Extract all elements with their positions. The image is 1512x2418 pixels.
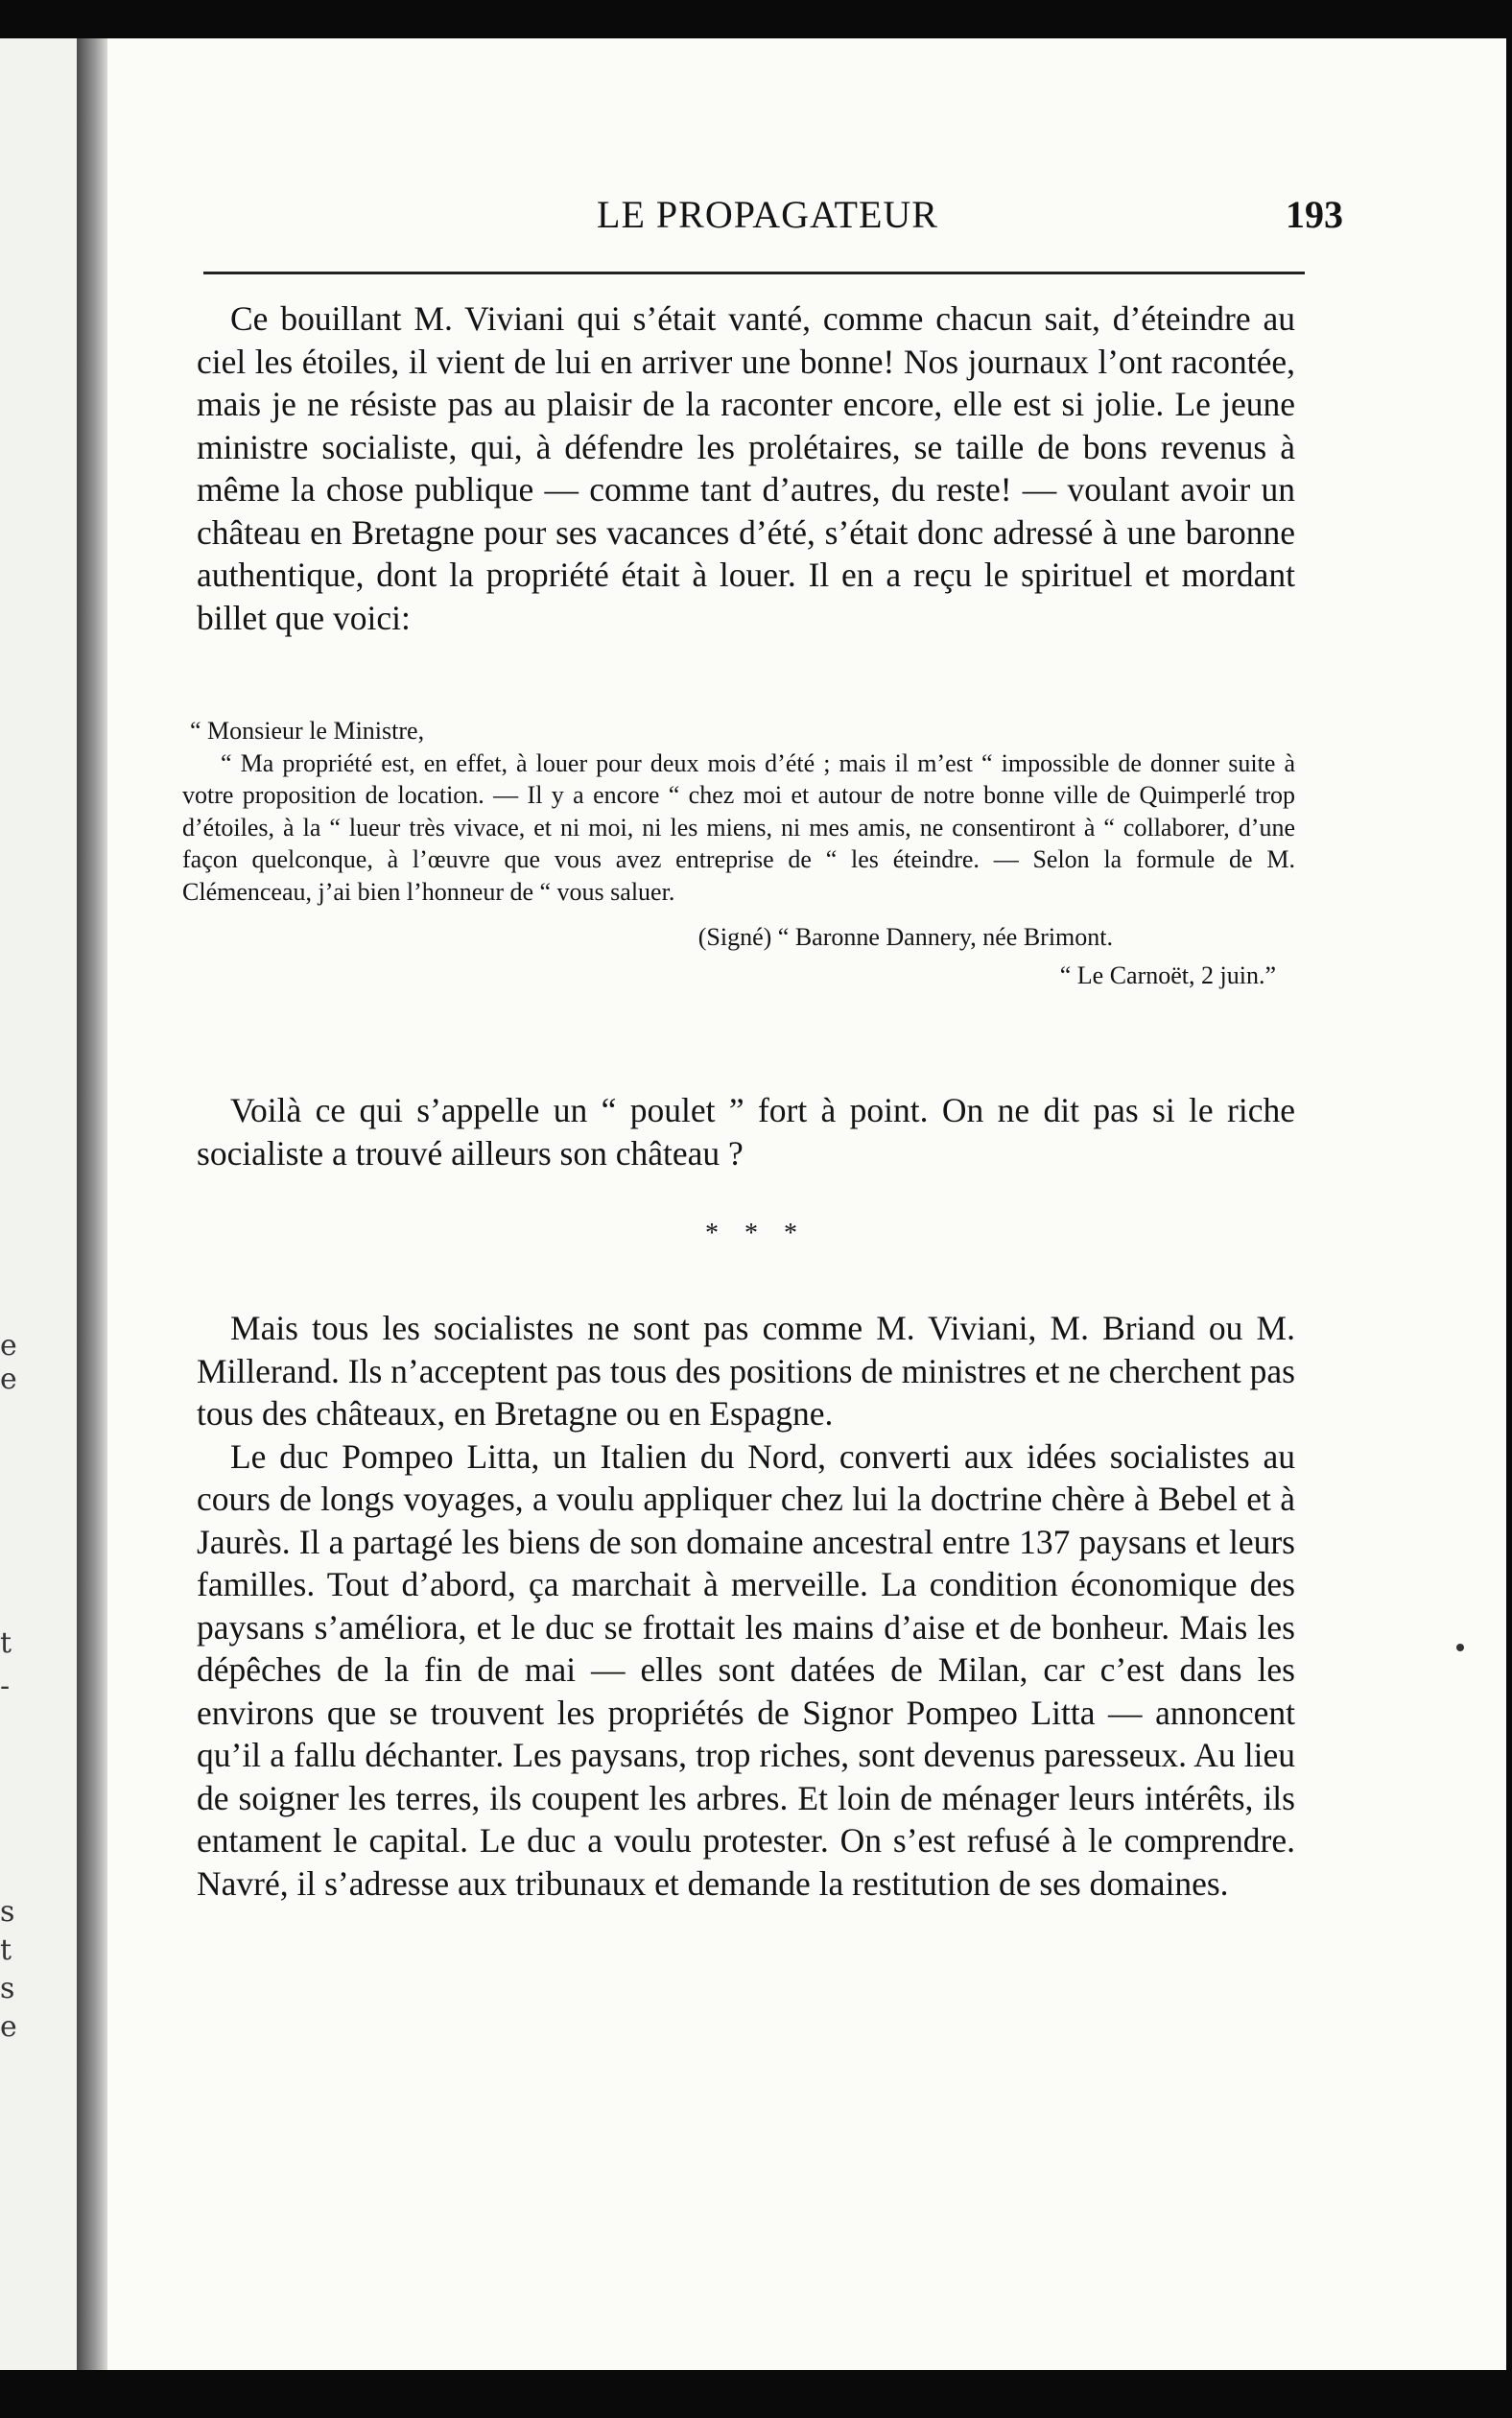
letter-signature: (Signé) “ Baronne Dannery, née Brimont. [697, 923, 1113, 951]
paragraph: Voilà ce qui s’appelle un “ poulet ” fort à point. On ne dit pas si le riche socialiste a trouvé ailleurs son château ? [197, 1091, 1295, 1173]
article-section-1 [197, 297, 1295, 639]
margin-fragment: e [0, 2010, 17, 2044]
quoted-letter [182, 715, 1295, 991]
running-title: LE PROPAGATEUR [597, 193, 938, 236]
paragraph: Ce bouillant M. Viviani qui s’était vanté, comme chacun sait, d’éteindre au ciel les étoiles, il vient de lui en arriver une bonne! Nos journaux l’ont racontée, mais je ne résiste pas au plaisir de la raconter encore, elle est si jolie. Le jeune ministre socialiste, qui, à défendre les prolétaires, se taille de bons revenus à même la chose publique — comme tant d’autres, du reste! — voulant avoir un château en Bretagne pour ses vacances d’été, s’était donc adressé à une baronne authentique, dont la propriété était à louer. Il en a reçu le spirituel et mordant billet que voici: [197, 299, 1295, 637]
section-separator: * * * [705, 1219, 807, 1248]
header-rule [203, 272, 1305, 274]
margin-fragment: t [0, 1933, 12, 1967]
article-section-3 [197, 1307, 1295, 1905]
page-header [192, 192, 1343, 249]
speck [1456, 1644, 1464, 1651]
margin-fragment: t [0, 1626, 12, 1660]
article-section-2 [197, 1089, 1295, 1174]
page-number: 193 [1286, 193, 1343, 236]
margin-fragment: e [0, 1363, 17, 1396]
paragraph: Le duc Pompeo Litta, un Italien du Nord, converti aux idées socialistes au cours de longs voyages, a voulu appliquer chez lui la doctrine chère à Bebel et à Jaurès. Il a partagé les biens de son domaine ancestral entre 137 paysans et leurs familles. Tout d’abord, ça marchait à merveille. La condition économique des paysans s’améliora, et le duc se frottait les mains d’aise et de bonheur. Mais les dépêches de la fin de mai — elles sont datées de Milan, car c’est dans les environs que se trouvent les propriétés de Signor Pompeo Litta — annoncent qu’il a fallu déchanter. Les paysans, trop riches, sont devenus paresseux. Au lieu de soigner les terres, ils coupent les arbres. Et loin de ménager leurs intérêts, ils entament le capital. Le duc a voulu protester. On s’est refusé à le comprendre. Navré, il s’adresse aux tribunaux et demande la restitution de ses domaines. [197, 1436, 1295, 1903]
adjacent-page-strip [0, 38, 77, 2370]
margin-fragment: s [0, 1895, 15, 1929]
margin-fragment: s [0, 1972, 15, 2005]
book-gutter [77, 38, 107, 2370]
margin-fragment: e [0, 1329, 17, 1363]
letter-salutation: “ Monsieur le Ministre, [190, 717, 425, 745]
letter-place-date: “ Le Carnoët, 2 juin.” [1059, 960, 1276, 989]
letter-body: “ Ma propriété est, en effet, à louer pour deux mois d’été ; mais il m’est “ impossible de donner suite à votre proposition de location. — Il y a encore “ chez moi et autour de notre bonne ville de Quimperlé trop d’étoiles, à la “ lueur très vivace, et ni moi, ni les miens, ni mes amis, ne consentiront à “ collaborer, d’une façon quelconque, à l’œuvre que vous avez entreprise de “ les éteindre. — Selon la formule de M. Clémenceau, j’ai bien l’honneur de “ vous saluer. [182, 748, 1295, 906]
margin-fragment: - [0, 1670, 11, 1703]
paragraph: Mais tous les socialistes ne sont pas comme M. Viviani, M. Briand ou M. Millerand. Ils n’acceptent pas tous des positions de ministres et ne cherchent pas tous des châteaux, en Bretagne ou en Espagne. [197, 1309, 1295, 1433]
